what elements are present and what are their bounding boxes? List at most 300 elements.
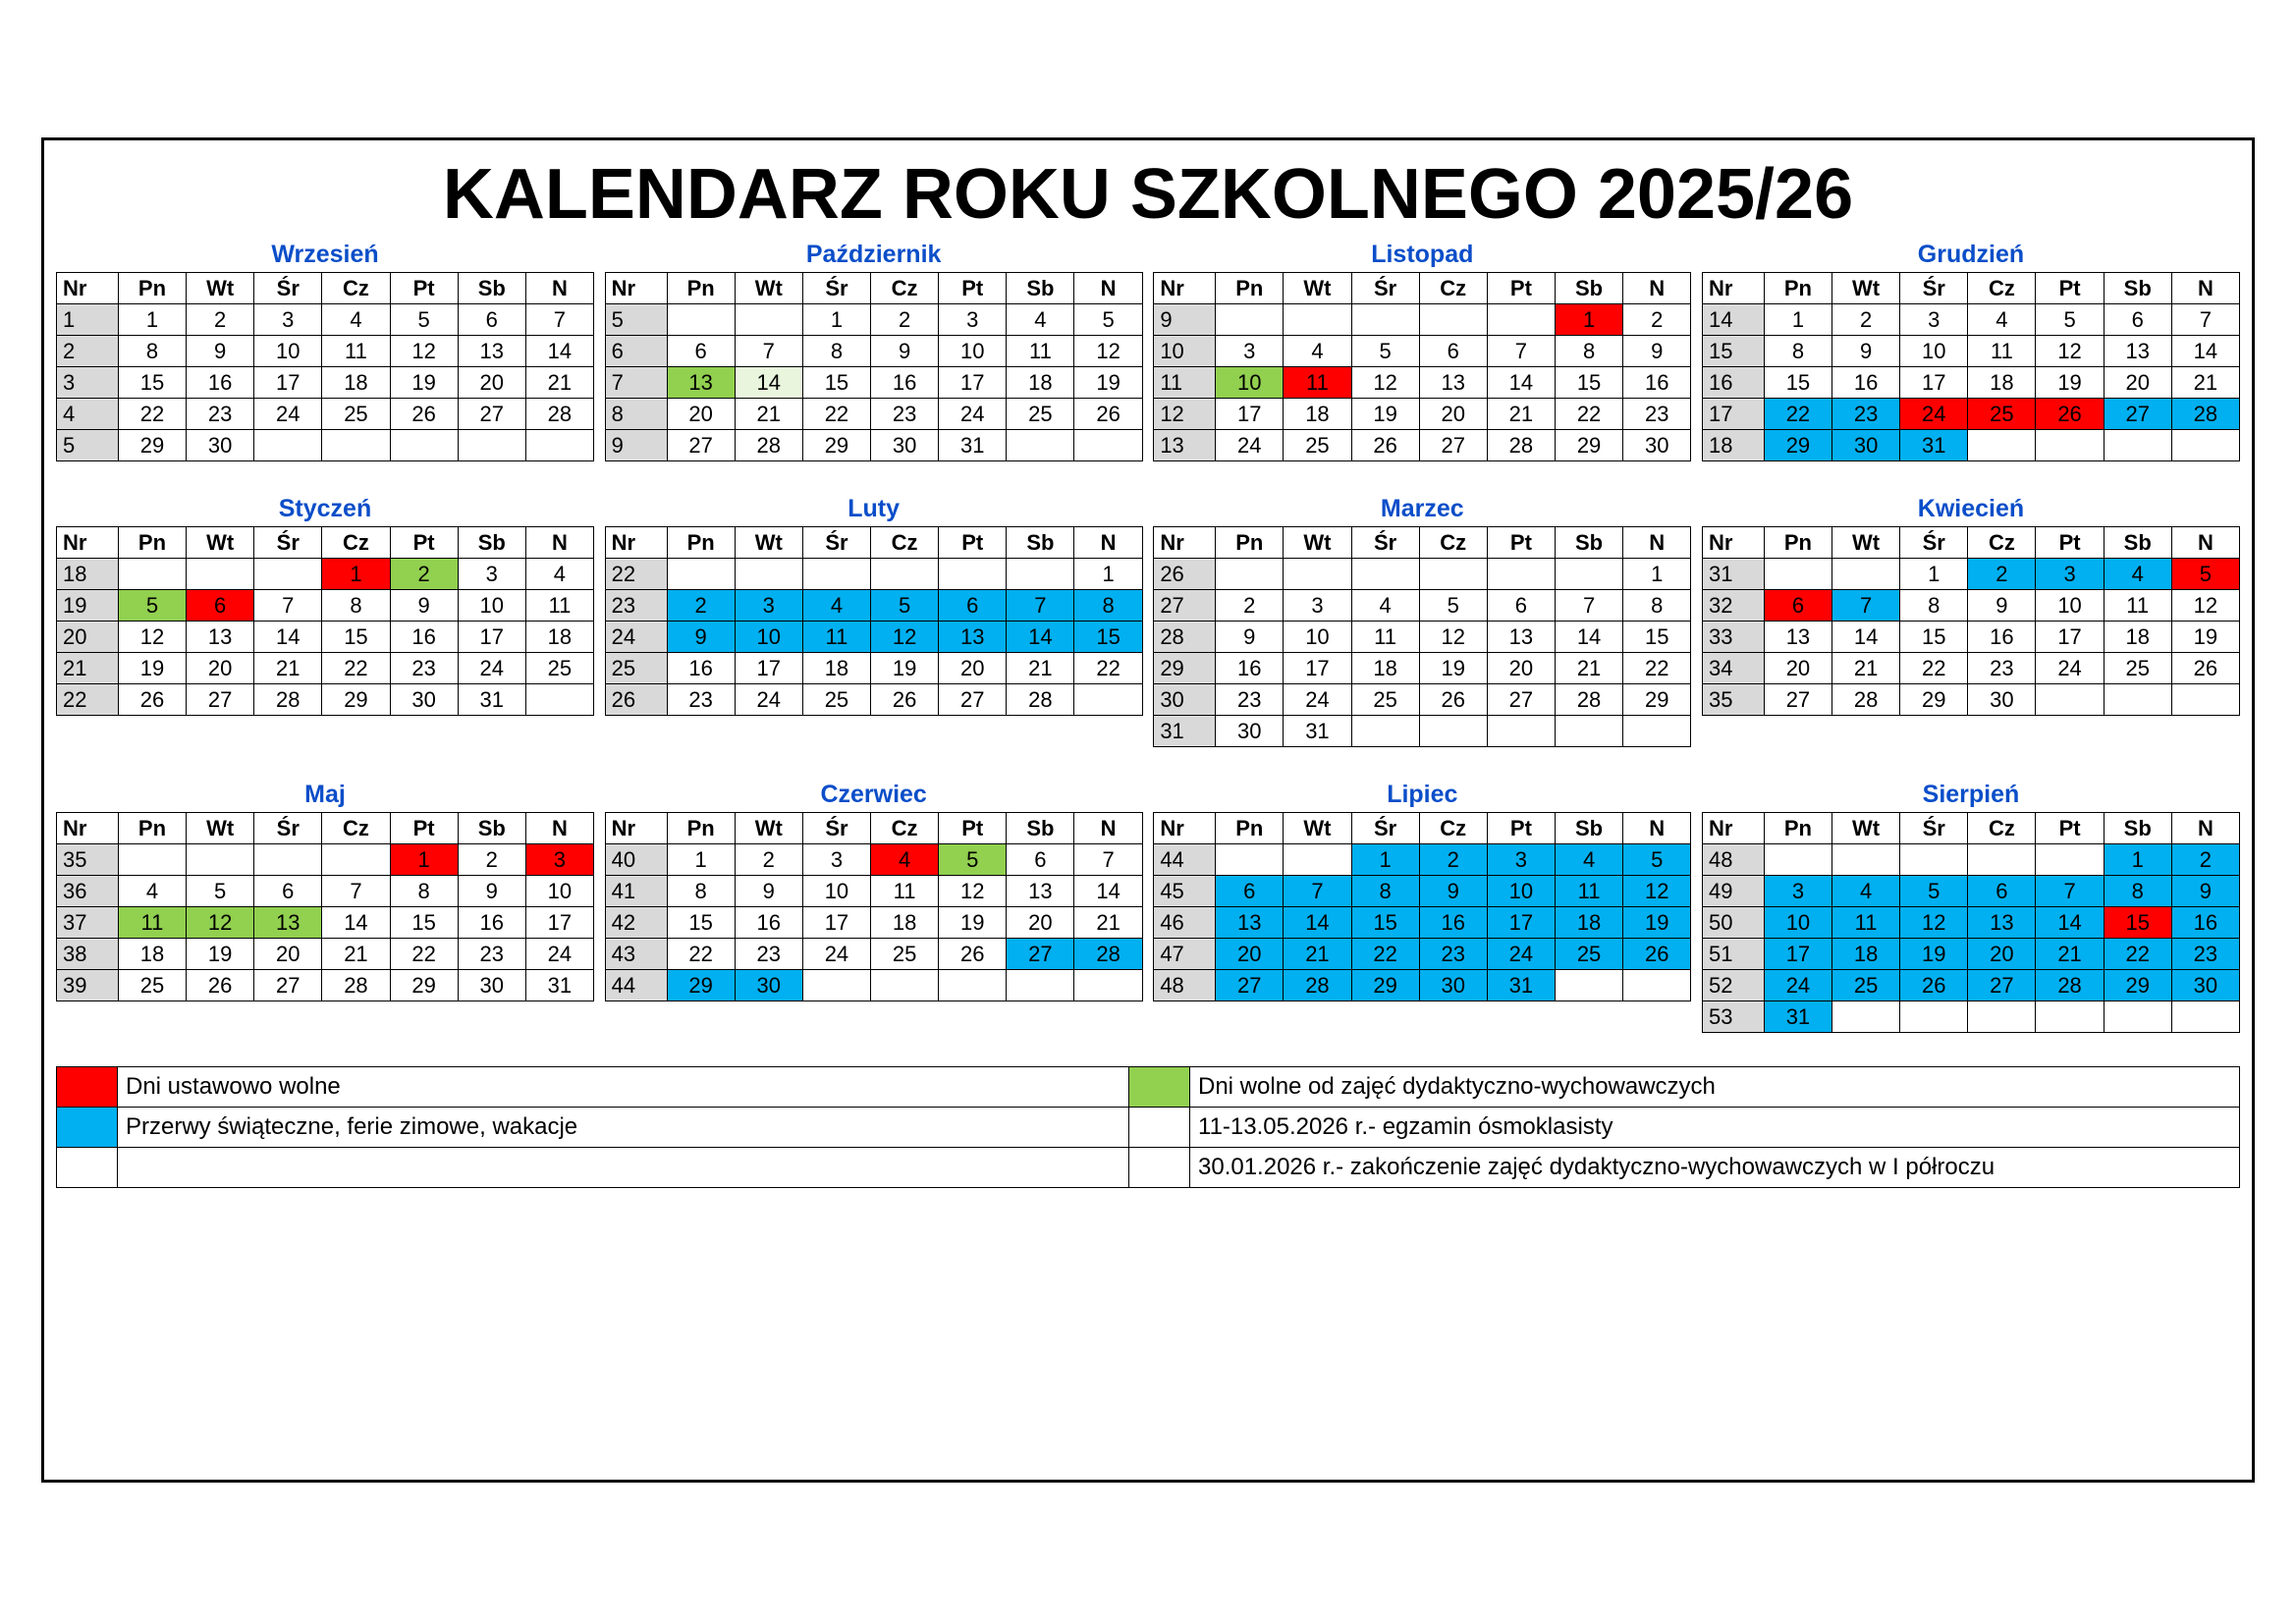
day-cell <box>525 684 593 716</box>
day-cell: 21 <box>1487 399 1555 430</box>
week-number-cell: 35 <box>1702 684 1764 716</box>
day-cell <box>871 970 939 1001</box>
day-cell <box>1900 844 1968 876</box>
day-cell: 12 <box>118 622 186 653</box>
day-cell: 25 <box>1832 970 1900 1001</box>
day-cell: 26 <box>1074 399 1142 430</box>
day-cell: 3 <box>1216 336 1284 367</box>
day-cell: 18 <box>1351 653 1419 684</box>
day-cell: 17 <box>1487 907 1555 939</box>
day-cell: 12 <box>1419 622 1487 653</box>
week-row <box>1702 559 2239 590</box>
day-cell: 11 <box>871 876 939 907</box>
week-row <box>1154 684 1691 716</box>
week-row <box>57 844 594 876</box>
day-cell: 5 <box>1419 590 1487 622</box>
day-cell: 9 <box>871 336 939 367</box>
day-cell: 13 <box>1764 622 1831 653</box>
week-number-cell: 36 <box>57 876 119 907</box>
weekday-header: Pt <box>1487 527 1555 559</box>
week-number-cell: 32 <box>1702 590 1764 622</box>
month-block-czerwiec <box>605 781 1143 1033</box>
day-cell: 3 <box>735 590 802 622</box>
day-cell <box>2036 844 2104 876</box>
day-cell <box>802 970 870 1001</box>
week-number-cell: 2 <box>57 336 119 367</box>
day-cell: 30 <box>2171 970 2239 1001</box>
day-cell: 12 <box>1623 876 1691 907</box>
day-cell: 6 <box>254 876 322 907</box>
day-cell: 23 <box>735 939 802 970</box>
month-name: Czerwiec <box>820 781 927 808</box>
day-cell: 19 <box>118 653 186 684</box>
day-cell: 31 <box>1487 970 1555 1001</box>
week-row <box>1702 653 2239 684</box>
weekday-header: Sb <box>1007 527 1074 559</box>
day-cell: 9 <box>390 590 458 622</box>
weekday-header: Cz <box>871 273 939 304</box>
day-cell: 10 <box>458 590 525 622</box>
day-cell: 27 <box>458 399 525 430</box>
day-cell <box>458 430 525 461</box>
day-cell <box>735 304 802 336</box>
day-cell: 11 <box>1284 367 1351 399</box>
weekday-header: Wt <box>735 527 802 559</box>
day-cell: 19 <box>1419 653 1487 684</box>
day-cell: 12 <box>871 622 939 653</box>
day-cell: 23 <box>871 399 939 430</box>
day-cell <box>1351 559 1419 590</box>
week-number-cell: 26 <box>1154 559 1216 590</box>
weekday-header: Sb <box>458 273 525 304</box>
day-cell: 18 <box>1968 367 2036 399</box>
month-name: Luty <box>847 495 901 522</box>
day-cell: 4 <box>1832 876 1900 907</box>
day-cell <box>2036 430 2104 461</box>
day-cell: 18 <box>1555 907 1622 939</box>
weekday-header: Wt <box>1284 527 1351 559</box>
day-cell: 10 <box>939 336 1007 367</box>
day-cell: 11 <box>1832 907 1900 939</box>
week-row <box>1154 430 1691 461</box>
week-row <box>605 684 1142 716</box>
day-cell: 14 <box>1832 622 1900 653</box>
day-cell <box>1623 970 1691 1001</box>
day-cell: 5 <box>118 590 186 622</box>
day-cell: 27 <box>1487 684 1555 716</box>
day-cell: 9 <box>1623 336 1691 367</box>
week-number-cell: 10 <box>1154 336 1216 367</box>
day-cell: 11 <box>1555 876 1622 907</box>
day-cell: 19 <box>1623 907 1691 939</box>
week-number-cell: 18 <box>1702 430 1764 461</box>
day-cell: 21 <box>1284 939 1351 970</box>
day-cell: 23 <box>1419 939 1487 970</box>
day-cell: 17 <box>525 907 593 939</box>
legend-row <box>57 1067 2240 1108</box>
day-cell <box>390 430 458 461</box>
day-cell: 22 <box>390 939 458 970</box>
day-cell <box>1074 684 1142 716</box>
week-number-cell: 31 <box>1702 559 1764 590</box>
week-number-cell: 22 <box>57 684 119 716</box>
day-cell: 1 <box>1764 304 1831 336</box>
day-cell: 28 <box>254 684 322 716</box>
week-number-cell: 41 <box>605 876 667 907</box>
day-cell: 31 <box>939 430 1007 461</box>
weekday-header: Śr <box>1900 273 1968 304</box>
week-row <box>57 399 594 430</box>
day-cell: 6 <box>1487 590 1555 622</box>
day-cell: 8 <box>322 590 390 622</box>
day-cell: 14 <box>1555 622 1622 653</box>
month-table <box>605 812 1143 1001</box>
day-cell: 4 <box>2104 559 2171 590</box>
day-cell: 1 <box>1351 844 1419 876</box>
day-cell: 30 <box>1216 716 1284 747</box>
day-cell: 16 <box>1968 622 2036 653</box>
week-number-cell: 20 <box>57 622 119 653</box>
day-cell: 27 <box>2104 399 2171 430</box>
day-cell: 16 <box>735 907 802 939</box>
day-cell: 25 <box>1351 684 1419 716</box>
day-cell <box>1487 716 1555 747</box>
week-number-cell: 51 <box>1702 939 1764 970</box>
day-cell: 17 <box>1216 399 1284 430</box>
day-cell: 2 <box>1832 304 1900 336</box>
week-number-cell: 50 <box>1702 907 1764 939</box>
weekday-header: Wt <box>1832 273 1900 304</box>
day-cell: 26 <box>871 684 939 716</box>
day-cell <box>1216 559 1284 590</box>
day-cell: 8 <box>2104 876 2171 907</box>
day-cell <box>1216 304 1284 336</box>
day-cell: 13 <box>458 336 525 367</box>
day-cell: 20 <box>939 653 1007 684</box>
day-cell: 2 <box>458 844 525 876</box>
month-block-grudzień <box>1702 241 2240 461</box>
day-cell: 20 <box>1419 399 1487 430</box>
day-cell: 1 <box>1900 559 1968 590</box>
day-cell: 16 <box>1216 653 1284 684</box>
day-cell: 29 <box>118 430 186 461</box>
day-cell: 13 <box>1968 907 2036 939</box>
weekday-header: Sb <box>1555 273 1622 304</box>
day-cell <box>2104 684 2171 716</box>
month-table <box>1702 272 2240 461</box>
day-cell: 7 <box>1074 844 1142 876</box>
day-cell <box>254 559 322 590</box>
day-cell: 27 <box>254 970 322 1001</box>
day-cell: 7 <box>1832 590 1900 622</box>
weekday-header: Śr <box>1900 813 1968 844</box>
month-row <box>56 495 2240 747</box>
week-row <box>1154 907 1691 939</box>
day-cell: 22 <box>322 653 390 684</box>
weekday-header-row <box>1154 813 1691 844</box>
weekday-header-row <box>1702 273 2239 304</box>
day-cell <box>1074 970 1142 1001</box>
day-cell: 15 <box>1764 367 1831 399</box>
day-cell: 24 <box>1487 939 1555 970</box>
day-cell: 25 <box>1007 399 1074 430</box>
weekday-header: N <box>525 527 593 559</box>
weekday-header: Pt <box>1487 813 1555 844</box>
weekday-header: Pn <box>1764 273 1831 304</box>
day-cell: 6 <box>1216 876 1284 907</box>
day-cell: 4 <box>525 559 593 590</box>
day-cell: 11 <box>2104 590 2171 622</box>
week-row <box>605 653 1142 684</box>
day-cell: 17 <box>2036 622 2104 653</box>
weekday-header: Cz <box>1419 813 1487 844</box>
weekday-header: Pn <box>667 273 735 304</box>
day-cell: 17 <box>802 907 870 939</box>
legend-row <box>57 1148 2240 1188</box>
day-cell: 3 <box>2036 559 2104 590</box>
day-cell <box>187 559 254 590</box>
day-cell: 18 <box>802 653 870 684</box>
day-cell <box>254 844 322 876</box>
day-cell: 5 <box>1074 304 1142 336</box>
day-cell: 26 <box>2036 399 2104 430</box>
week-number-header: Nr <box>57 813 119 844</box>
week-number-cell: 22 <box>605 559 667 590</box>
day-cell: 27 <box>1007 939 1074 970</box>
day-cell: 1 <box>1555 304 1622 336</box>
day-cell <box>1487 304 1555 336</box>
weekday-header: Pt <box>2036 273 2104 304</box>
month-name: Maj <box>304 781 346 808</box>
day-cell <box>1419 559 1487 590</box>
day-cell: 24 <box>735 684 802 716</box>
day-cell: 25 <box>322 399 390 430</box>
week-number-cell: 39 <box>57 970 119 1001</box>
day-cell <box>2171 684 2239 716</box>
day-cell: 31 <box>1284 716 1351 747</box>
day-cell <box>939 970 1007 1001</box>
day-cell: 2 <box>735 844 802 876</box>
week-number-cell: 40 <box>605 844 667 876</box>
week-number-cell: 5 <box>605 304 667 336</box>
day-cell <box>1832 1001 1900 1033</box>
day-cell: 9 <box>1832 336 1900 367</box>
day-cell: 15 <box>322 622 390 653</box>
weekday-header-row <box>57 527 594 559</box>
day-cell: 27 <box>1419 430 1487 461</box>
day-cell: 25 <box>802 684 870 716</box>
day-cell: 8 <box>118 336 186 367</box>
week-row <box>57 876 594 907</box>
week-row <box>57 653 594 684</box>
day-cell: 17 <box>458 622 525 653</box>
day-cell: 8 <box>667 876 735 907</box>
legend-label: 11-13.05.2026 r.- egzamin ósmoklasisty <box>1190 1108 2240 1148</box>
day-cell <box>1968 430 2036 461</box>
day-cell: 7 <box>1007 590 1074 622</box>
week-number-cell: 44 <box>1154 844 1216 876</box>
weekday-header: Cz <box>1968 273 2036 304</box>
day-cell: 12 <box>2171 590 2239 622</box>
day-cell: 10 <box>254 336 322 367</box>
weekday-header: N <box>1074 273 1142 304</box>
day-cell: 4 <box>1555 844 1622 876</box>
week-row <box>605 590 1142 622</box>
legend-row <box>57 1108 2240 1148</box>
day-cell: 30 <box>458 970 525 1001</box>
week-number-header: Nr <box>605 273 667 304</box>
weekday-header: Cz <box>1419 527 1487 559</box>
day-cell: 27 <box>187 684 254 716</box>
weekday-header: Wt <box>1832 813 1900 844</box>
day-cell: 21 <box>1555 653 1622 684</box>
week-row <box>57 304 594 336</box>
month-block-listopad <box>1153 241 1691 461</box>
day-cell: 11 <box>802 622 870 653</box>
month-table <box>1702 812 2240 1033</box>
month-table <box>1153 526 1691 747</box>
day-cell: 15 <box>802 367 870 399</box>
week-number-header: Nr <box>1154 813 1216 844</box>
week-row <box>57 622 594 653</box>
day-cell <box>1216 844 1284 876</box>
weekday-header-row <box>1154 273 1691 304</box>
day-cell: 13 <box>187 622 254 653</box>
day-cell: 2 <box>2171 844 2239 876</box>
day-cell: 7 <box>1487 336 1555 367</box>
legend-swatch-empty <box>1129 1108 1190 1148</box>
month-table <box>1153 812 1691 1001</box>
day-cell: 30 <box>1832 430 1900 461</box>
day-cell: 12 <box>187 907 254 939</box>
day-cell: 28 <box>1007 684 1074 716</box>
day-cell: 20 <box>667 399 735 430</box>
weekday-header: Wt <box>187 527 254 559</box>
day-cell: 2 <box>1216 590 1284 622</box>
day-cell: 6 <box>1764 590 1831 622</box>
day-cell: 29 <box>390 970 458 1001</box>
day-cell: 22 <box>1351 939 1419 970</box>
week-number-cell: 31 <box>1154 716 1216 747</box>
week-row <box>57 430 594 461</box>
week-number-cell: 46 <box>1154 907 1216 939</box>
day-cell: 19 <box>390 367 458 399</box>
day-cell: 3 <box>458 559 525 590</box>
day-cell: 20 <box>1968 939 2036 970</box>
month-name: Wrzesień <box>271 241 379 268</box>
day-cell: 26 <box>118 684 186 716</box>
weekday-header: Śr <box>1351 527 1419 559</box>
day-cell: 5 <box>390 304 458 336</box>
day-cell: 30 <box>187 430 254 461</box>
week-number-cell: 11 <box>1154 367 1216 399</box>
weekday-header-row <box>605 813 1142 844</box>
day-cell: 23 <box>667 684 735 716</box>
day-cell <box>2036 1001 2104 1033</box>
day-cell: 14 <box>254 622 322 653</box>
day-cell: 24 <box>2036 653 2104 684</box>
week-number-cell: 30 <box>1154 684 1216 716</box>
week-number-cell: 24 <box>605 622 667 653</box>
day-cell: 21 <box>254 653 322 684</box>
day-cell: 3 <box>254 304 322 336</box>
week-number-cell: 4 <box>57 399 119 430</box>
day-cell: 7 <box>2171 304 2239 336</box>
day-cell <box>2036 684 2104 716</box>
month-table <box>605 272 1143 461</box>
weekday-header: Pt <box>390 813 458 844</box>
week-row <box>57 367 594 399</box>
day-cell <box>1900 1001 1968 1033</box>
day-cell: 8 <box>1900 590 1968 622</box>
day-cell: 14 <box>525 336 593 367</box>
month-block-kwiecień <box>1702 495 2240 747</box>
weekday-header: Sb <box>458 527 525 559</box>
weekday-header: Sb <box>2104 813 2171 844</box>
weekday-header: Pn <box>667 813 735 844</box>
day-cell: 5 <box>2171 559 2239 590</box>
week-row <box>1702 907 2239 939</box>
week-row <box>1154 304 1691 336</box>
day-cell <box>1832 559 1900 590</box>
day-cell: 29 <box>667 970 735 1001</box>
day-cell: 19 <box>939 907 1007 939</box>
day-cell: 20 <box>1216 939 1284 970</box>
day-cell: 26 <box>1623 939 1691 970</box>
weekday-header: Pt <box>939 273 1007 304</box>
day-cell: 5 <box>2036 304 2104 336</box>
week-number-cell: 9 <box>1154 304 1216 336</box>
day-cell: 5 <box>871 590 939 622</box>
weekday-header: N <box>1074 527 1142 559</box>
day-cell: 10 <box>1216 367 1284 399</box>
day-cell: 27 <box>1968 970 2036 1001</box>
day-cell: 28 <box>1074 939 1142 970</box>
week-row <box>1702 622 2239 653</box>
day-cell <box>1419 304 1487 336</box>
day-cell: 15 <box>1900 622 1968 653</box>
weekday-header: Sb <box>1555 527 1622 559</box>
day-cell: 9 <box>2171 876 2239 907</box>
day-cell: 7 <box>525 304 593 336</box>
day-cell: 2 <box>1968 559 2036 590</box>
week-row <box>605 907 1142 939</box>
weekday-header-row <box>605 273 1142 304</box>
week-row <box>1702 876 2239 907</box>
day-cell: 8 <box>1555 336 1622 367</box>
week-row <box>1702 367 2239 399</box>
week-number-cell: 48 <box>1702 844 1764 876</box>
day-cell: 20 <box>1487 653 1555 684</box>
week-number-cell: 53 <box>1702 1001 1764 1033</box>
day-cell: 13 <box>667 367 735 399</box>
day-cell <box>2171 430 2239 461</box>
day-cell: 16 <box>1623 367 1691 399</box>
week-number-cell: 34 <box>1702 653 1764 684</box>
day-cell: 19 <box>2171 622 2239 653</box>
day-cell: 3 <box>1900 304 1968 336</box>
day-cell: 28 <box>2036 970 2104 1001</box>
month-name: Marzec <box>1380 495 1464 522</box>
week-row <box>1154 590 1691 622</box>
week-row <box>1154 844 1691 876</box>
day-cell <box>1968 844 2036 876</box>
day-cell: 26 <box>1419 684 1487 716</box>
day-cell: 19 <box>2036 367 2104 399</box>
day-cell <box>2104 430 2171 461</box>
day-cell: 3 <box>802 844 870 876</box>
week-number-cell: 15 <box>1702 336 1764 367</box>
